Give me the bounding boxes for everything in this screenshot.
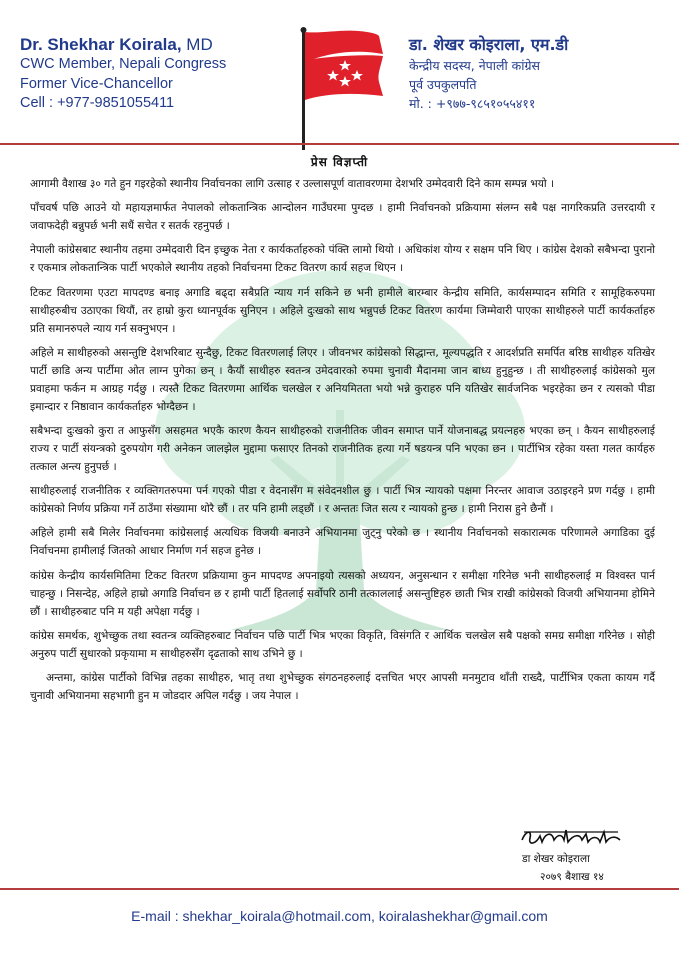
header-divider: [0, 143, 679, 145]
author-cell-english: Cell : +977-9851055411: [20, 95, 175, 111]
signatory-name: डा शेखर कोइराला: [522, 853, 590, 865]
author-position-english: CWC Member, Nepali Congress: [20, 56, 227, 72]
header-nepali: [409, 34, 659, 113]
paragraph: अहिले म साथीहरुको असन्तुष्टि देशभरिबाट सुन्दैछु, टिकट वितरणलाई लिएर । जीवनभर कांग्रेसको सिद्धान्त, मूल्यपद्धति र आदर्शप्रति समर्पित बरिष्ठ साथीहरु यतिखेर पार्टी छाडि अन्य पार्टीमा ओत लाग्न पुगेका छन् । कैयौं साथीहरु स्वतन्त्र उमेदवारको रुपमा चुनावी मैदानमा जान बाध्य हुनुहुन्छ । ती साथीहरुलाई कांग्रेसको मुल प्रवाहमा फर्कन म आग्रह गर्दछु । त्यस्तै टिकट वितरणमा आर्थिक चलखेल र अनियमितता भयो भन्ने कुराहरु पनि यतिखेर सार्वजनिक भइरहेका छन र त्यसको पीडा इमान्दार र निष्ठावान कार्यकर्ताहरु भोग्दैछन ।: [30, 346, 655, 413]
paragraph: पाँचवर्ष पछि आउने यो महायज्ञमार्फत नेपालको लोकतान्त्रिक आन्दोलन गाउँघरमा पुग्दछ । हामी निर्वाचनको प्रक्रियामा संलग्न सबै पक्ष नागरिकप्रति उत्तरदायी र जवाफदेही बन्नुपर्छ भनी सधैं सचेत र सतर्क रहनुपर्छ ।: [30, 202, 655, 233]
paragraph: टिकट वितरणमा एउटा मापदण्ड बनाइ अगाडि बढ्दा सबैप्रति न्याय गर्न सकिने छ भनी हामीले बारम्बार केन्द्रीय समिति, कार्यसम्पादन समिति र सामूहिकरुपमा साथीहरुबीच उठाएका थियौं, तर हाम्रो कुरा ध्यानपूर्वक सुनिएन । अहिले दुःखको साथ भन्नुपर्छ टिकट वितरण कार्यमा जिम्मेवारी पाएका साथीहरुले पार्टी कार्यकर्ताहरु प्रति समानरुपले न्याय गर्न सक्नुभएन ।: [30, 286, 655, 335]
handwritten-signature-icon: [518, 824, 623, 850]
header-english: [20, 34, 280, 114]
signature-date: २०७९ बैशाख १४: [540, 871, 604, 883]
paragraph: कांग्रेस समर्थक, शुभेच्छुक तथा स्वतन्त्र व्यक्तिहरुबाट निर्वाचन पछि पार्टी भित्र भएका विकृति, विसंगति र आर्थिक चलखेल सबै पक्षको समग्र समीक्षा गरिनेछ । सोही अनुरुप पार्टी सुधारको प्रकृयामा म साथीहरुसँग दृढताको साथ उभिने छु ।: [30, 629, 655, 660]
paragraph: अहिले हामी सबै मिलेर निर्वाचनमा कांग्रेसलाई अत्यधिक विजयी बनाउने अभियानमा जुट्नु परेको छ । स्थानीय निर्वाचनको सकारात्मक परिणामले अगाडिका दुई निर्वाचनमा हामीलाई जितको आधार निर्माण गर्न सहज हुनेछ ।: [30, 527, 655, 558]
document-title: प्रेस विज्ञप्ती: [310, 155, 369, 169]
author-former-position-english: Former Vice-Chancellor: [20, 75, 173, 92]
paragraph: आगामी वैशाख ३० गते हुन गइरहेको स्थानीय निर्वाचनका लागि उत्साह र उल्लासपूर्ण वातावरणमा देशभरि उम्मेदवारी दिने काम सम्पन्न भयो ।: [30, 178, 555, 190]
author-mobile-nepali: मो. : +९७७-९८५१०५५४११: [409, 96, 536, 111]
nepali-congress-flag-icon: [293, 26, 385, 152]
footer-divider: [0, 888, 679, 890]
footer-email: E-mail : shekhar_koirala@hotmail.com, koiralashekhar@gmail.com: [131, 908, 548, 924]
signature-block: [512, 824, 652, 886]
document-body: [30, 175, 655, 711]
author-former-position-nepali: पूर्व उपकुलपति: [409, 77, 477, 92]
paragraph: सबैभन्दा दुःखको कुरा त आफुसँग असहमत भएकै कारण कैयन साथीहरुको राजनीतिक जीवन समाप्त पार्ने योजनाबद्ध प्रयत्नहरु भएका छन् । कैयन साथीहरुलाई राज्य र पार्टी संयन्त्रको दुरुपयोग गरी अनेकन जालझेल मुद्दामा फसाएर तिनको राजनीतिक हत्या गर्ने षडयन्त्र पनि भएका छन । पार्टीभित्र रहेका यस्ता गलत कार्यहरु तत्काल अन्त्य हुनुपर्छ ।: [30, 424, 655, 473]
author-position-nepali: केन्द्रीय सदस्य, नेपाली कांग्रेस: [409, 58, 541, 73]
paragraph: कांग्रेस केन्द्रीय कार्यसमितिमा टिकट वितरण प्रक्रियामा कुन मापदण्ड अपनाइयो त्यसको अध्ययन, अनुसन्धान र समीक्षा गरिनेछ भनी साथीहरुलाई म विश्वस्त पार्न चाहन्छु । निसन्देह, अहिले हाम्रो अगाडि निर्वाचन छ र हामी पार्टी हितलाई सर्वोपरि ठानी तत्काललाई असन्तुष्टिहरु छाती भित्र राखी कांग्रेसको विजयी अभियानमा होमिने छौं । साथीहरुबाट पनि म यही अपेक्षा गर्दछु ।: [30, 569, 655, 618]
paragraph: नेपाली कांग्रेसबाट स्थानीय तहमा उम्मेदवारी दिन इच्छुक नेता र कार्यकर्ताहरुको पंक्ति लामो थियो । अधिकांश योग्य र सक्षम पनि थिए । कांग्रेस देशको सबैभन्दा पुरानो र एकमात्र लोकतान्त्रिक पार्टी भएकोले स्थानीय तहको निर्वाचनमा टिकट वितरण कार्य सहज थिएन ।: [30, 244, 655, 275]
paragraph: साथीहरुलाई राजनीतिक र व्यक्तिगतरुपमा पर्न गएको पीडा र वेदनासँग म संवेदनशील छु । पार्टी भित्र न्यायको पक्षमा निरन्तर आवाज उठाइरहने प्रण गर्दछु । हामी कांग्रेसको निर्णय प्रक्रिया गर्ने ठाउँमा संख्यामा थोरै छौं । तर पनि हामी लड्छौं । र अन्ततः जित सत्य र न्यायको हुन्छ । हामी निरास हुने छैनौं ।: [30, 485, 655, 516]
author-name-english: Dr. Shekhar Koirala, MD: [20, 35, 213, 54]
paragraph-closing: अन्तमा, कांग्रेस पार्टीको विभिन्न तहका साथीहरु, भातृ तथा शुभेच्छुक संगठनहरुलाई दत्तचित भएर आपसी मनमुटाव थाँती राख्दै, पार्टीभित्र एकता कायम गर्दै चुनावी अभियानमा सहभागी हुन म जोडदार अपिल गर्दछु । जय नेपाल ।: [30, 671, 655, 702]
author-name-nepali: डा. शेखर कोइराला, एम.डी: [409, 35, 569, 54]
